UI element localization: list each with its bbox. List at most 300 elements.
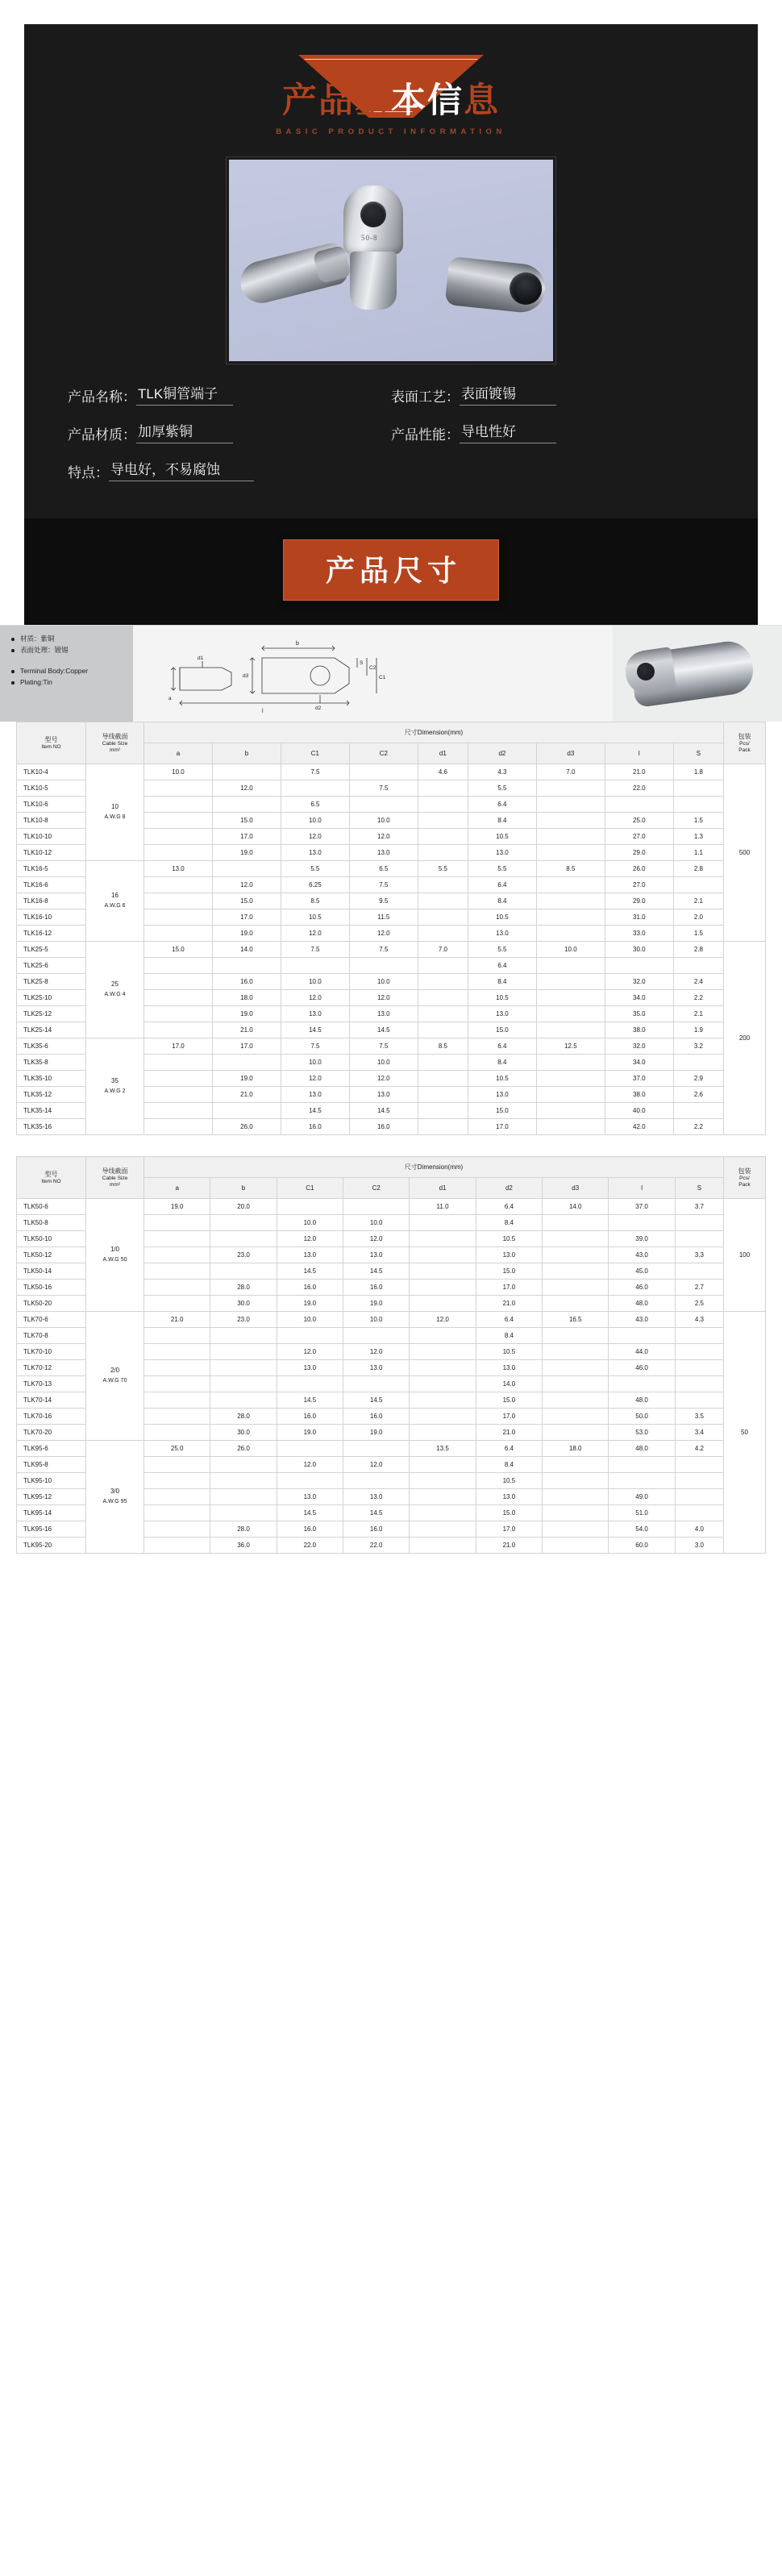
cell-d3 — [543, 1328, 609, 1344]
cell-pack: 50 — [724, 1312, 766, 1554]
cell-b: 26.0 — [210, 1441, 277, 1457]
spec-item-performance — [391, 420, 714, 443]
cell-d2: 15.0 — [476, 1263, 542, 1280]
cell-item-no: TLK10-5 — [17, 780, 86, 797]
cell-c1 — [281, 958, 349, 974]
cell-a — [144, 1376, 210, 1392]
header-pack: 包装 Pcs/ Pack — [724, 1157, 766, 1199]
header-cable-size: 导线截面 Cable Size mm² — [86, 722, 144, 764]
cell-s — [673, 797, 723, 813]
cell-d1 — [418, 1055, 468, 1071]
product-lug-right-icon — [443, 250, 548, 326]
cell-d1 — [410, 1409, 476, 1425]
cell-item-no: TLK95-20 — [17, 1538, 86, 1554]
material-bullet-list — [0, 626, 133, 722]
header-col-d3: d3 — [536, 743, 605, 764]
cell-c2: 12.0 — [343, 1344, 410, 1360]
cell-cable-size: 16 A.W.G 6 — [86, 861, 144, 942]
cell-pack: 200 — [724, 942, 766, 1135]
cell-d2: 13.0 — [468, 845, 536, 861]
cell-b: 28.0 — [210, 1409, 277, 1425]
cell-item-no: TLK70-8 — [17, 1328, 86, 1344]
cell-b — [210, 1505, 277, 1521]
cell-c1: 6.5 — [281, 797, 349, 813]
cell-d2: 8.4 — [468, 893, 536, 909]
cell-d1: 11.0 — [410, 1199, 476, 1215]
cell-a — [144, 1280, 210, 1296]
page-title-segment-1: 产品基 — [282, 81, 391, 120]
cell-c2: 10.0 — [349, 1055, 418, 1071]
cell-c2: 13.0 — [349, 1087, 418, 1103]
cell-d1 — [410, 1328, 476, 1344]
cell-d2: 17.0 — [476, 1280, 542, 1296]
table-header-row — [17, 1157, 766, 1178]
cell-item-no: TLK10-8 — [17, 813, 86, 829]
table-row — [17, 942, 766, 958]
cell-d1 — [418, 1087, 468, 1103]
header-col-d3: d3 — [543, 1178, 609, 1199]
cell-item-no: TLK70-16 — [17, 1409, 86, 1425]
cell-b — [212, 958, 281, 974]
cell-b: 30.0 — [210, 1425, 277, 1441]
cell-l: 49.0 — [609, 1489, 675, 1505]
cell-b: 12.0 — [212, 780, 281, 797]
table-gap — [0, 1135, 782, 1156]
cell-a — [144, 958, 213, 974]
technical-drawing — [133, 626, 613, 722]
cell-s: 1.1 — [673, 845, 723, 861]
cell-c2: 16.0 — [343, 1280, 410, 1296]
table-row — [17, 764, 766, 780]
cell-item-no: TLK95-6 — [17, 1441, 86, 1457]
cell-c1: 7.5 — [281, 764, 349, 780]
cell-c2: 13.0 — [343, 1360, 410, 1376]
cell-b: 28.0 — [210, 1521, 277, 1538]
svg-text:d1: d1 — [198, 655, 204, 661]
cell-d2: 13.0 — [476, 1247, 542, 1263]
cell-l: 22.0 — [605, 780, 673, 797]
cell-s — [675, 1457, 723, 1473]
cell-d3: 14.0 — [543, 1199, 609, 1215]
cell-d3 — [543, 1489, 609, 1505]
cell-s: 2.1 — [673, 893, 723, 909]
cell-item-no: TLK50-16 — [17, 1280, 86, 1296]
cell-l — [609, 1215, 675, 1231]
cell-l: 33.0 — [605, 926, 673, 942]
cell-d3 — [536, 1119, 605, 1135]
spec-row — [68, 382, 714, 406]
cell-s: 2.4 — [673, 974, 723, 990]
cell-l: 43.0 — [609, 1312, 675, 1328]
cell-item-no: TLK70-6 — [17, 1312, 86, 1328]
cell-c1: 13.0 — [277, 1360, 343, 1376]
cell-c1: 19.0 — [277, 1296, 343, 1312]
spec-row — [68, 458, 714, 481]
cell-d2: 10.5 — [468, 909, 536, 926]
header-col-b: b — [212, 743, 281, 764]
cell-c1: 16.0 — [277, 1409, 343, 1425]
cell-item-no: TLK70-12 — [17, 1360, 86, 1376]
cell-d3 — [536, 926, 605, 942]
cell-cable-size: 3/0 A.W.G 95 — [86, 1441, 144, 1554]
cell-d1 — [410, 1344, 476, 1360]
cell-c1: 16.0 — [277, 1280, 343, 1296]
dimension-diagram-strip — [0, 625, 782, 722]
cell-s — [675, 1392, 723, 1409]
cell-b: 19.0 — [212, 926, 281, 942]
cell-s — [675, 1489, 723, 1505]
cell-d1 — [418, 1006, 468, 1022]
cell-d3 — [536, 829, 605, 845]
cell-d1 — [418, 974, 468, 990]
cell-b — [210, 1344, 277, 1360]
cell-c1: 10.0 — [277, 1312, 343, 1328]
cell-l: 43.0 — [609, 1247, 675, 1263]
cell-d1: 7.0 — [418, 942, 468, 958]
cell-s: 1.5 — [673, 926, 723, 942]
cell-s: 3.0 — [675, 1538, 723, 1554]
cell-d2: 15.0 — [468, 1022, 536, 1038]
cell-cable-size: 35 A.W.G 2 — [86, 1038, 144, 1135]
cell-c2 — [343, 1473, 410, 1489]
cell-a — [144, 893, 213, 909]
cell-s: 4.3 — [675, 1312, 723, 1328]
cell-item-no: TLK16-12 — [17, 926, 86, 942]
header-col-d1: d1 — [418, 743, 468, 764]
cell-d1: 5.5 — [418, 861, 468, 877]
bullet-plating-cn: 表面处理：镀锡 — [11, 645, 133, 655]
cell-d2: 17.0 — [468, 1119, 536, 1135]
cell-d2: 10.5 — [468, 829, 536, 845]
cell-c2: 14.5 — [349, 1022, 418, 1038]
cell-c2: 14.5 — [343, 1392, 410, 1409]
cell-c1 — [277, 1473, 343, 1489]
cell-item-no: TLK25-5 — [17, 942, 86, 958]
cell-item-no: TLK10-6 — [17, 797, 86, 813]
cell-s — [673, 1055, 723, 1071]
cell-l — [609, 1457, 675, 1473]
spec-item-features — [68, 458, 391, 481]
cell-b: 19.0 — [212, 845, 281, 861]
cell-d2: 5.5 — [468, 942, 536, 958]
cell-c2: 12.0 — [349, 926, 418, 942]
cell-l: 60.0 — [609, 1538, 675, 1554]
cell-d2: 21.0 — [476, 1425, 542, 1441]
cell-s — [675, 1215, 723, 1231]
cell-l: 46.0 — [609, 1280, 675, 1296]
cell-a — [144, 1215, 210, 1231]
cell-l: 32.0 — [605, 1038, 673, 1055]
cell-a — [144, 780, 213, 797]
cell-a: 25.0 — [144, 1441, 210, 1457]
cell-c2: 12.0 — [343, 1457, 410, 1473]
cell-b — [210, 1328, 277, 1344]
cell-a — [144, 797, 213, 813]
cell-s: 3.2 — [673, 1038, 723, 1055]
cell-b: 12.0 — [212, 877, 281, 893]
cell-s — [675, 1360, 723, 1376]
cell-l: 42.0 — [605, 1119, 673, 1135]
spec-value: 导电性好 — [460, 420, 556, 443]
spec-table-1 — [16, 722, 766, 1135]
cell-l: 31.0 — [605, 909, 673, 926]
cell-c2: 10.0 — [343, 1215, 410, 1231]
cell-d1 — [410, 1263, 476, 1280]
spec-table-1-head — [17, 722, 766, 764]
cell-c2: 7.5 — [349, 942, 418, 958]
bullet-material-cn: 材质：紫铜 — [11, 634, 133, 644]
svg-text:C1: C1 — [379, 675, 386, 680]
cell-d3 — [536, 893, 605, 909]
product-photo-frame — [226, 156, 556, 364]
cell-c2 — [343, 1199, 410, 1215]
hero-section — [24, 24, 758, 518]
cell-d2: 10.5 — [476, 1344, 542, 1360]
cell-l: 27.0 — [605, 877, 673, 893]
cell-l: 54.0 — [609, 1521, 675, 1538]
technical-drawing-svg — [133, 626, 472, 722]
cell-s — [675, 1505, 723, 1521]
cell-d3 — [536, 780, 605, 797]
cell-b: 19.0 — [212, 1071, 281, 1087]
cell-c2: 12.0 — [349, 1071, 418, 1087]
cell-c1 — [281, 780, 349, 797]
spec-table-2 — [16, 1156, 766, 1554]
cell-b: 15.0 — [212, 813, 281, 829]
cell-d1 — [410, 1425, 476, 1441]
cell-d3 — [543, 1473, 609, 1489]
cell-d3 — [543, 1457, 609, 1473]
cell-d2: 21.0 — [476, 1296, 542, 1312]
cell-c1: 10.0 — [281, 813, 349, 829]
header-col-s: S — [673, 743, 723, 764]
cell-item-no: TLK25-10 — [17, 990, 86, 1006]
cell-c2: 13.0 — [343, 1247, 410, 1263]
cell-a — [144, 990, 213, 1006]
cell-d1 — [410, 1247, 476, 1263]
svg-text:l: l — [262, 709, 264, 714]
cell-b: 17.0 — [212, 909, 281, 926]
cell-b — [212, 764, 281, 780]
cell-item-no: TLK50-8 — [17, 1215, 86, 1231]
cell-b: 19.0 — [212, 1006, 281, 1022]
cell-d3: 10.0 — [536, 942, 605, 958]
cell-item-no: TLK50-12 — [17, 1247, 86, 1263]
cell-s: 3.5 — [675, 1409, 723, 1425]
cell-c1: 13.0 — [281, 1087, 349, 1103]
cell-d1 — [418, 990, 468, 1006]
cell-item-no: TLK95-10 — [17, 1473, 86, 1489]
cell-d1 — [418, 909, 468, 926]
product-photo — [229, 160, 553, 361]
cell-item-no: TLK35-8 — [17, 1055, 86, 1071]
cell-d2: 15.0 — [468, 1103, 536, 1119]
cell-c2: 11.5 — [349, 909, 418, 926]
cell-d3 — [536, 845, 605, 861]
cell-l — [605, 797, 673, 813]
spec-item-material — [68, 420, 391, 443]
cell-item-no: TLK25-12 — [17, 1006, 86, 1022]
cell-a — [144, 1521, 210, 1538]
cell-d1 — [418, 1022, 468, 1038]
cell-pack: 100 — [724, 1199, 766, 1312]
cell-d2: 6.4 — [476, 1441, 542, 1457]
cell-l: 27.0 — [605, 829, 673, 845]
product-lug-center-icon: 50-8 — [343, 185, 403, 308]
cell-c2: 10.0 — [349, 974, 418, 990]
cell-d2: 10.5 — [468, 1071, 536, 1087]
cell-d1 — [418, 780, 468, 797]
cell-l: 44.0 — [609, 1344, 675, 1360]
spec-value: 加厚紫铜 — [136, 420, 233, 443]
cell-d2: 10.5 — [476, 1231, 542, 1247]
cell-item-no: TLK70-14 — [17, 1392, 86, 1409]
cell-item-no: TLK16-6 — [17, 877, 86, 893]
cell-c1: 10.5 — [281, 909, 349, 926]
cell-s: 4.2 — [675, 1441, 723, 1457]
cell-a — [144, 1103, 213, 1119]
cell-c1: 10.0 — [281, 1055, 349, 1071]
cell-c2: 12.0 — [343, 1231, 410, 1247]
dimension-banner-section — [24, 518, 758, 625]
cell-item-no: TLK10-12 — [17, 845, 86, 861]
cell-s: 3.4 — [675, 1425, 723, 1441]
cell-d3 — [536, 974, 605, 990]
cell-s: 1.8 — [673, 764, 723, 780]
spec-table-2-head — [17, 1157, 766, 1199]
cell-c2: 19.0 — [343, 1296, 410, 1312]
spec-label: 特点： — [68, 465, 109, 481]
cell-d3: 7.0 — [536, 764, 605, 780]
cell-l: 29.0 — [605, 893, 673, 909]
cell-b: 28.0 — [210, 1280, 277, 1296]
cell-d1 — [410, 1505, 476, 1521]
cell-a — [144, 1119, 213, 1135]
cell-item-no: TLK25-8 — [17, 974, 86, 990]
cell-c1: 12.0 — [281, 990, 349, 1006]
cell-a: 17.0 — [144, 1038, 213, 1055]
cell-l: 48.0 — [609, 1441, 675, 1457]
cell-d3 — [536, 1006, 605, 1022]
bullet-plating-en: Plating:Tin — [11, 677, 133, 688]
cell-a — [144, 1392, 210, 1409]
cell-c2 — [343, 1328, 410, 1344]
cell-a — [144, 1087, 213, 1103]
cell-d2: 5.5 — [468, 861, 536, 877]
cell-d3 — [543, 1538, 609, 1554]
cell-d2: 10.5 — [468, 990, 536, 1006]
cell-d3 — [543, 1376, 609, 1392]
cell-item-no: TLK50-10 — [17, 1231, 86, 1247]
cell-c1 — [277, 1441, 343, 1457]
cell-l: 21.0 — [605, 764, 673, 780]
product-detail-page — [0, 24, 782, 1554]
cell-d2: 8.4 — [468, 813, 536, 829]
cell-d3 — [536, 990, 605, 1006]
cell-c2 — [343, 1376, 410, 1392]
cell-d1 — [410, 1360, 476, 1376]
cell-cable-size: 1/0 A.W.G 50 — [86, 1199, 144, 1312]
cell-item-no: TLK95-16 — [17, 1521, 86, 1538]
cell-d3 — [543, 1215, 609, 1231]
table-row — [17, 861, 766, 877]
cell-l: 26.0 — [605, 861, 673, 877]
table-row — [17, 1312, 766, 1328]
cell-c2: 7.5 — [349, 877, 418, 893]
cell-b: 21.0 — [212, 1022, 281, 1038]
cell-d1 — [410, 1473, 476, 1489]
cell-a — [144, 1006, 213, 1022]
cell-d2: 4.3 — [468, 764, 536, 780]
cell-b — [212, 861, 281, 877]
cell-d2: 17.0 — [476, 1409, 542, 1425]
table-header-row — [17, 722, 766, 743]
cell-l: 45.0 — [609, 1263, 675, 1280]
cell-l — [605, 958, 673, 974]
spec-value: 表面镀锡 — [460, 382, 556, 406]
cell-d1: 12.0 — [410, 1312, 476, 1328]
cell-l: 25.0 — [605, 813, 673, 829]
svg-text:a: a — [168, 696, 172, 701]
cell-item-no: TLK35-12 — [17, 1087, 86, 1103]
cell-l: 34.0 — [605, 990, 673, 1006]
table-row — [17, 1038, 766, 1055]
cell-item-no: TLK70-10 — [17, 1344, 86, 1360]
cell-a — [144, 926, 213, 942]
header-col-a: a — [144, 743, 213, 764]
cell-l: 46.0 — [609, 1360, 675, 1376]
cell-d1 — [410, 1392, 476, 1409]
cell-b — [212, 797, 281, 813]
cell-c1: 13.0 — [281, 845, 349, 861]
spec-value: TLK铜管端子 — [136, 382, 233, 406]
cell-b — [212, 1055, 281, 1071]
cell-a — [144, 909, 213, 926]
cell-c1: 13.0 — [281, 1006, 349, 1022]
cell-l: 38.0 — [605, 1087, 673, 1103]
cell-c2: 9.5 — [349, 893, 418, 909]
cell-d3 — [543, 1263, 609, 1280]
cell-d2: 17.0 — [476, 1521, 542, 1538]
cell-c2: 13.0 — [349, 845, 418, 861]
cell-l: 50.0 — [609, 1409, 675, 1425]
cell-c1: 22.0 — [277, 1538, 343, 1554]
cell-c1: 14.5 — [277, 1263, 343, 1280]
cell-item-no: TLK50-20 — [17, 1296, 86, 1312]
cell-d3 — [536, 1022, 605, 1038]
page-subtitle: BASIC PRODUCT INFORMATION — [276, 127, 506, 136]
table-row — [17, 1441, 766, 1457]
cell-pack: 500 — [724, 764, 766, 942]
cell-d3 — [536, 1071, 605, 1087]
cell-l: 30.0 — [605, 942, 673, 958]
cell-c1: 12.0 — [281, 926, 349, 942]
cell-d3 — [536, 1103, 605, 1119]
cell-a — [144, 1409, 210, 1425]
cell-c1: 14.5 — [277, 1392, 343, 1409]
cell-d2: 15.0 — [476, 1392, 542, 1409]
cell-c2: 10.0 — [343, 1312, 410, 1328]
cell-c2: 7.5 — [349, 780, 418, 797]
cell-c2: 13.0 — [343, 1489, 410, 1505]
cell-d3 — [536, 1087, 605, 1103]
cell-d2: 14.0 — [476, 1376, 542, 1392]
header-cable-size: 导线截面 Cable Size mm² — [86, 1157, 144, 1199]
product-lug-left-icon — [235, 233, 353, 320]
cell-item-no: TLK35-10 — [17, 1071, 86, 1087]
cell-s — [675, 1263, 723, 1280]
cell-b: 30.0 — [210, 1296, 277, 1312]
